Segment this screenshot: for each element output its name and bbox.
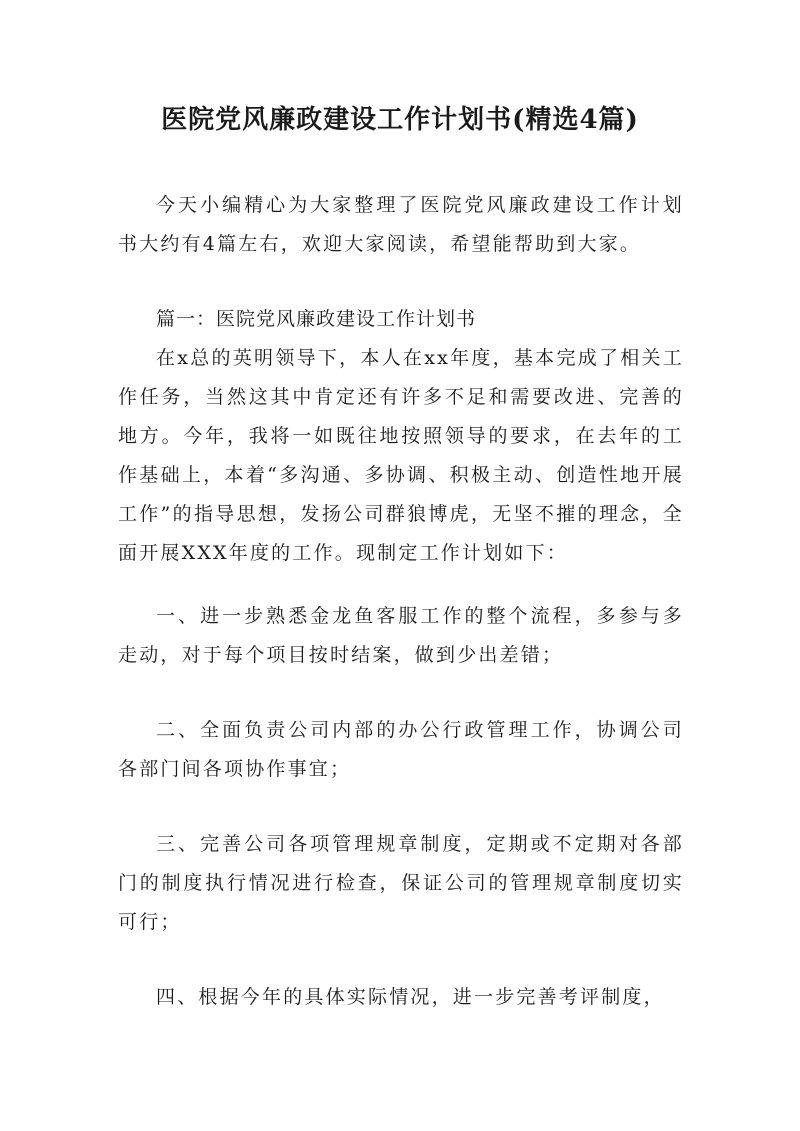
intro-paragraph: 今天小编精心为大家整理了医院党风廉政建设工作计划书大约有4篇左右，欢迎大家阅读，希望能帮助到大家。 — [118, 194, 684, 255]
document-title: 医院党风廉政建设工作计划书(精选4篇) — [161, 105, 639, 135]
plan-item-1: 一、进一步熟悉金龙鱼客服工作的整个流程，多参与多走动，对于每个项目按时结案，做到少出差错； — [118, 605, 684, 666]
plan-item-4: 四、根据今年的具体实际情况，进一步完善考评制度， — [156, 986, 665, 1008]
plan-item-2: 二、全面负责公司内部的办公行政管理工作，协调公司各部门间各项协作事宜； — [118, 719, 684, 780]
plan-item-3: 三、完善公司各项管理规章制度，定期或不定期对各部门的制度执行情况进行检查，保证公司的管理规章制度切实可行； — [118, 833, 684, 933]
section-body-paragraph: 在x总的英明领导下，本人在xx年度，基本完成了相关工作任务，当然这其中肯定还有许多不足和需要改进、完善的地方。今年，我将一如既往地按照领导的要求，在去年的工作基础上，本着“多沟通、多协调、积极主动、创造性地开展工作”的指导思想，发扬公司群狼博虎，无坚不摧的理念，全面开展XXX年度的工作。现制定工作计划如下： — [118, 347, 684, 564]
section-heading: 篇一：医院党风廉政建设工作计划书 — [156, 308, 477, 330]
